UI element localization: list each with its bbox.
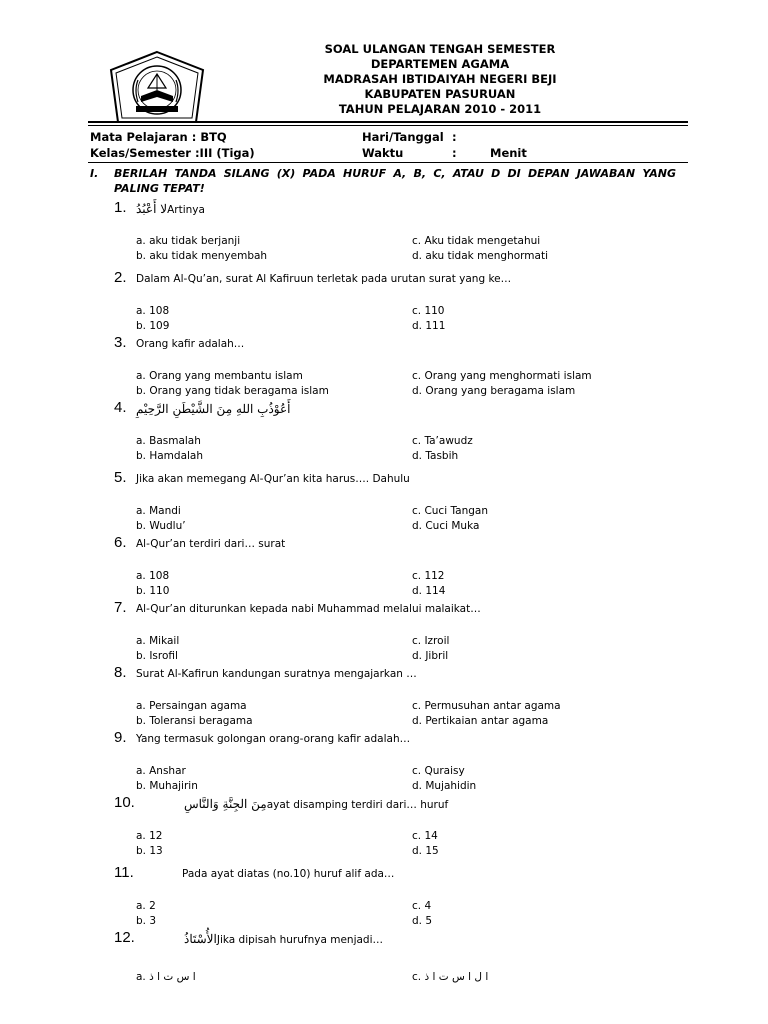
option-d[interactable]: d. Mujahidin [412,780,477,792]
question-text: Orang kafir adalah… [136,338,245,350]
subject-label: Mata Pelajaran : BTQ [90,130,227,144]
header-school: MADRASAH IBTIDAIYAH NEGERI BEJI [323,72,557,86]
option-c[interactable]: c. Orang yang menghormati islam [412,370,592,382]
option-b[interactable]: b. Isrofil [136,650,178,662]
header-year: TAHUN PELAJARAN 2010 - 2011 [338,102,542,116]
option-d[interactable]: d. 111 [412,320,446,332]
time-colon: : [452,146,457,160]
question-text-line [136,201,205,218]
option-c[interactable]: c. Cuci Tangan [412,505,488,517]
option-a[interactable]: a. Orang yang membantu islam [136,370,303,382]
header-title: SOAL ULANGAN TENGAH SEMESTER [324,42,556,56]
option-a[interactable]: a. 12 [136,830,163,842]
option-a[interactable]: a. Mikail [136,635,180,647]
question-text-line [184,796,448,813]
question-number: 4. [114,399,127,416]
option-a[interactable]: a. Mandi [136,505,181,517]
question-text: Dalam Al-Qu’an, surat Al Kafiruun terletak pada urutan surat yang ke… [136,273,512,285]
question-number: 7. [114,599,127,616]
day-label: Hari/Tanggal [362,130,444,144]
question-arabic: مِنَ الجِنَّةِ وَالنَّاسِ [184,797,267,811]
option-d[interactable]: d. Pertikaian antar agama [412,715,549,727]
option-c[interactable]: c. 14 [412,830,438,842]
time-unit: Menit [490,146,527,160]
instruction-text: BERILAH TANDA SILANG (X) PADA HURUF A, B, C, ATAU D DI DEPAN JAWABAN YANG PALING TEPAT! [114,167,676,195]
question-text-line [136,601,481,617]
question-text-line [136,401,290,418]
option-d[interactable]: d. Cuci Muka [412,520,480,532]
option-d[interactable]: d. Orang yang beragama islam [412,385,576,397]
question-text: Jika dipisah hurufnya menjadi… [216,934,383,946]
option-c[interactable]: c. Quraisy [412,765,465,777]
option-a[interactable]: a. 108 [136,570,170,582]
question-number: 12. [114,929,135,946]
question-text: Al-Qur’an terdiri dari… surat [136,538,286,550]
question-arabic: لا أَعْبُدُ [136,202,168,216]
option-a[interactable]: a. ا س ت ا ذ [136,971,196,983]
option-c[interactable]: c. 4 [412,900,432,912]
option-b[interactable]: b. Muhajirin [136,780,198,792]
question-text: Artinya [167,204,205,216]
option-c[interactable]: c. Permusuhan antar agama [412,700,561,712]
option-d[interactable]: d. 114 [412,585,446,597]
question-number: 3. [114,334,127,351]
question-number: 9. [114,729,127,746]
question-text: Pada ayat diatas (no.10) huruf alif ada… [182,868,395,880]
class-label: Kelas/Semester :III (Tiga) [90,146,255,160]
info-divider [88,162,688,163]
question-text: Jika akan memegang Al-Qur’an kita harus…. Dahulu [136,473,410,485]
option-c[interactable]: c. 110 [412,305,445,317]
option-b[interactable]: b. 110 [136,585,170,597]
time-label: Waktu [362,146,404,160]
question-number: 6. [114,534,127,551]
question-text-line [182,866,394,882]
question-arabic: أَعُوْذُبِ اللهِ مِنَ الشَّيْطَنِ الرَّحِيْمِ [136,402,291,416]
option-b[interactable]: b. Orang yang tidak beragama islam [136,385,329,397]
question-number: 10. [114,794,135,811]
option-a[interactable]: a. aku tidak berjanji [136,235,241,247]
question-text-line [136,271,511,287]
question-text: ayat disamping terdiri dari… huruf [266,799,449,811]
option-d[interactable]: d. Jibril [412,650,449,662]
header-regency: KABUPATEN PASURUAN [364,87,516,101]
question-number: 8. [114,664,127,681]
question-text-line [136,666,417,682]
option-c[interactable]: c. ا ل ا س ت ا ذ [412,971,489,983]
option-d[interactable]: d. 5 [412,915,433,927]
question-text-line [184,931,383,948]
option-b[interactable]: b. Hamdalah [136,450,204,462]
option-c[interactable]: c. Ta’awudz [412,435,473,447]
option-d[interactable]: d. 15 [412,845,439,857]
question-text-line [136,336,244,352]
option-b[interactable]: b. 3 [136,915,157,927]
option-d[interactable]: d. aku tidak menghormati [412,250,548,262]
instruction-number: I. [90,167,99,180]
question-arabic: الأُسْتَاذُ [184,932,217,946]
exam-info [90,129,690,161]
question-text: Surat Al-Kafirun kandungan suratnya mengajarkan … [136,668,417,680]
option-a[interactable]: a. Persaingan agama [136,700,247,712]
question-text: Yang termasuk golongan orang-orang kafir adalah… [136,733,411,745]
question-number: 1. [114,199,127,216]
header-divider [88,121,688,123]
question-text: Al-Qur’an diturunkan kepada nabi Muhammad melalui malaikat… [136,603,481,615]
option-a[interactable]: a. 2 [136,900,156,912]
header-divider-thin [88,125,688,126]
question-text-line [136,731,410,747]
question-number: 11. [114,864,134,881]
madrasah-logo [108,50,206,124]
option-b[interactable]: b. 13 [136,845,163,857]
option-b[interactable]: b. Toleransi beragama [136,715,253,727]
day-colon: : [452,130,457,144]
option-a[interactable]: a. Anshar [136,765,186,777]
option-b[interactable]: b. 109 [136,320,170,332]
option-a[interactable]: a. 108 [136,305,170,317]
question-text-line [136,471,410,487]
exam-header [230,42,650,117]
option-c[interactable]: c. Aku tidak mengetahui [412,235,541,247]
option-c[interactable]: c. 112 [412,570,445,582]
option-d[interactable]: d. Tasbih [412,450,459,462]
option-c[interactable]: c. Izroil [412,635,450,647]
question-text-line [136,536,285,552]
option-a[interactable]: a. Basmalah [136,435,201,447]
option-b[interactable]: b. Wudlu’ [136,520,186,532]
header-department: DEPARTEMEN AGAMA [370,57,510,71]
question-number: 5. [114,469,127,486]
question-number: 2. [114,269,127,286]
option-b[interactable]: b. aku tidak menyembah [136,250,268,262]
